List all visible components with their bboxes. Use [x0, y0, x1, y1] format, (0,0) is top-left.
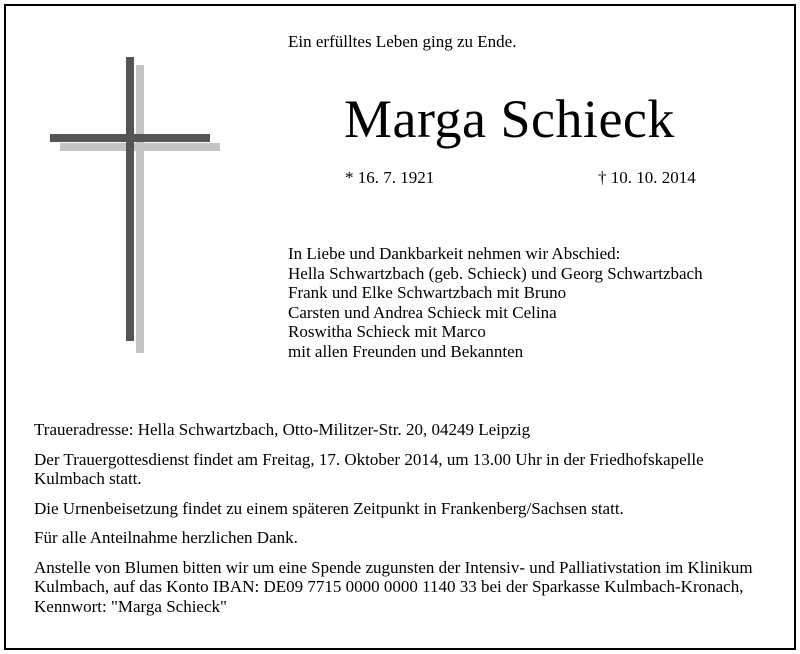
death-date: † 10. 10. 2014 [598, 168, 696, 187]
service-info: Der Trauergottesdienst findet am Freitag, 17. Oktober 2014, um 13.00 Uhr in der Friedhofskapelle Kulmbach statt. [34, 449, 704, 488]
thanks-line: Für alle Anteilnahme herzlichen Dank. [34, 528, 298, 547]
donation-info: Anstelle von Blumen bitten wir um eine Spende zugunsten der Intensiv- und Palliativstation im Klinikum Kulmbach, auf das Konto IBAN: DE09 7715 0000 0000 1140 33 bei der Sparkasse Kulmbach-Kronach, Kennwort: "Marga Schieck" [34, 557, 753, 616]
mourning-address: Traueradresse: Hella Schwartzbach, Otto-Militzer-Str. 20, 04249 Leipzig [34, 420, 531, 439]
mourners-line: Carsten und Andrea Schieck mit Celina [288, 302, 557, 322]
cross-icon [48, 55, 228, 355]
mourners-line: Roswitha Schieck mit Marco [288, 322, 486, 342]
mourners-list [288, 244, 703, 362]
urn-burial-info: Die Urnenbeisetzung findet zu einem späteren Zeitpunkt in Frankenberg/Sachsen statt. [34, 498, 624, 518]
mourners-line: mit allen Freunden und Bekannten [288, 341, 524, 361]
mourners-line: In Liebe und Dankbarkeit nehmen wir Abschied: [288, 244, 621, 263]
deceased-name: Marga Schieck [344, 89, 675, 149]
info-section [34, 420, 764, 626]
mourners-line: Hella Schwartzbach (geb. Schieck) und Georg Schwartzbach [288, 263, 703, 283]
intro-line: Ein erfülltes Leben ging zu Ende. [288, 32, 517, 51]
mourners-line: Frank und Elke Schwartzbach mit Bruno [288, 283, 567, 303]
birth-date: * 16. 7. 1921 [345, 168, 435, 187]
